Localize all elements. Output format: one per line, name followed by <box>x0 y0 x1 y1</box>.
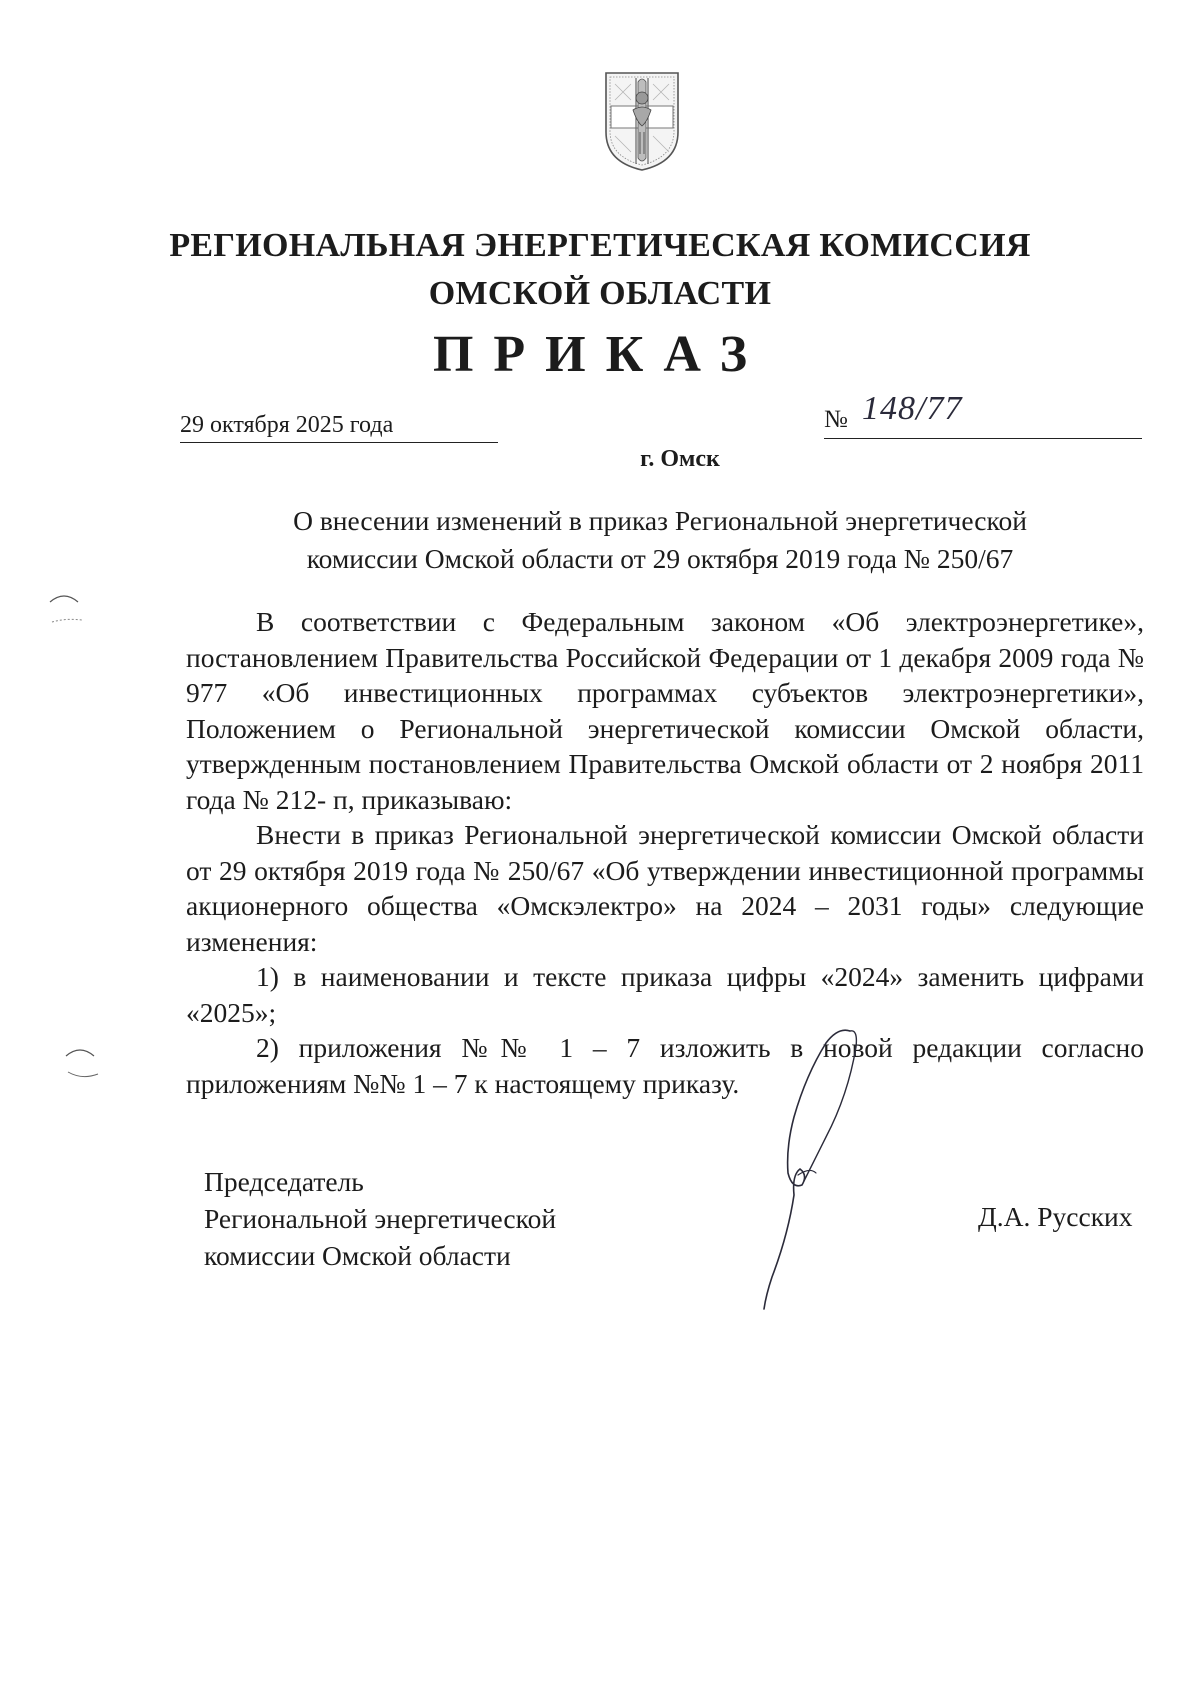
punch-hole-mark <box>46 588 90 628</box>
signer-position-line: комиссии Омской области <box>204 1240 511 1271</box>
document-type-title: ПРИКАЗ <box>432 326 768 383</box>
org-name-line2: ОМСКОЙ ОБЛАСТИ <box>428 275 772 312</box>
number-label: № <box>824 406 848 433</box>
signer-position-line: Региональной энергетической <box>204 1203 557 1234</box>
punch-hole-mark <box>62 1044 106 1084</box>
city: г. Омск <box>640 446 720 472</box>
signer-name: Д.А. Русских <box>978 1201 1133 1232</box>
body-paragraph-directive: Внести в приказ Региональной энергетической комиссии Омской области от 29 октября 2019 года № 250/67 «Об утверждении инвестиционной программы акционерного общества «Омскэлектро» на 2024 – 2031 годы» следующие изменения: <box>186 819 1144 957</box>
coat-of-arms-icon <box>603 70 681 172</box>
date-field <box>180 412 498 443</box>
subject-line: комиссии Омской области от 29 октября 2019 года № 250/67 <box>306 543 1014 574</box>
signer-position <box>204 1163 556 1274</box>
org-name-line1: РЕГИОНАЛЬНАЯ ЭНЕРГЕТИЧЕСКАЯ КОМИССИЯ <box>169 227 1031 264</box>
order-date: 29 октября 2025 года <box>180 412 394 438</box>
signer-position-line: Председатель <box>204 1166 364 1197</box>
handwritten-order-number: 148/77 <box>862 390 963 427</box>
subject-heading <box>250 502 1070 578</box>
order-body <box>186 604 1144 1101</box>
number-field <box>824 390 1142 439</box>
body-item-2: 2) приложения №№ 1 – 7 изложить в новой редакции согласно приложениям №№ 1 – 7 к настоящему приказу. <box>186 1032 1144 1099</box>
subject-line: О внесении изменений в приказ Региональной энергетической <box>293 505 1027 536</box>
handwritten-signature <box>730 1025 880 1315</box>
body-paragraph-legal-basis: В соответствии с Федеральным законом «Об электроэнергетике», постановлением Правительства Российской Федерации от 1 декабря 2009 года № 977 «Об инвестиционных программах субъектов электроэнергетики», Положением о Региональной энергетической комиссии Омской области, утвержденным постановлением Правительства Омской области от 2 ноября 2011 года № 212- п, приказываю: <box>186 606 1144 815</box>
body-item-1: 1) в наименовании и тексте приказа цифры «2024» заменить цифрами «2025»; <box>186 961 1144 1028</box>
